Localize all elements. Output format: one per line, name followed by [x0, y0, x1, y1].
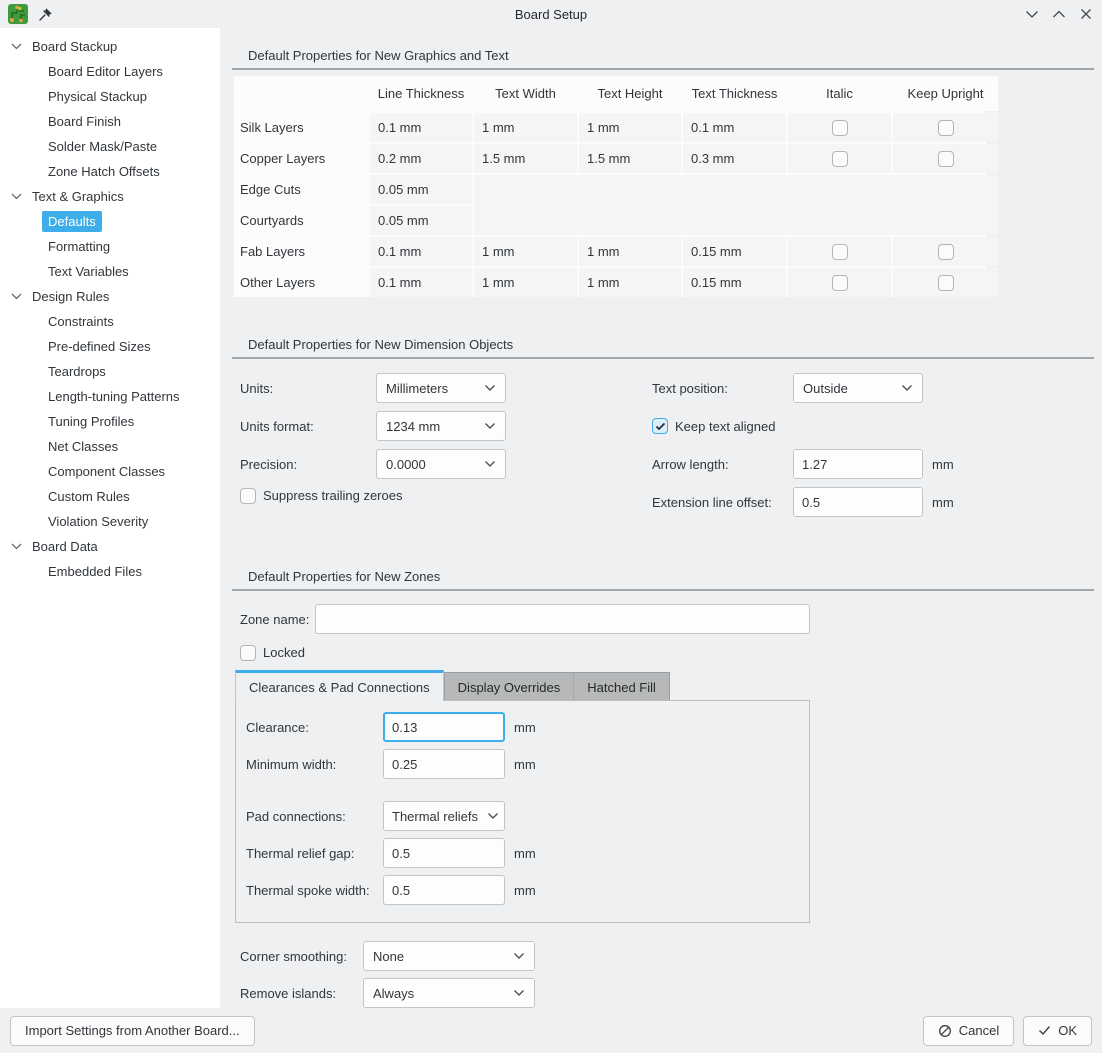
chevron-down-icon	[484, 384, 496, 392]
sidebar-item-defaults[interactable]: Defaults	[0, 209, 220, 234]
row-label-copper-layers: Copper Layers	[234, 144, 368, 173]
table-cell[interactable]: 0.05 mm	[370, 206, 472, 235]
sidebar-item-component-classes[interactable]: Component Classes	[48, 464, 166, 479]
italic-checkbox[interactable]	[832, 120, 848, 136]
minimum-width-label: Minimum width:	[246, 756, 337, 772]
chevron-down-icon[interactable]	[8, 193, 24, 200]
zone-name-input[interactable]	[315, 604, 810, 634]
chevron-down-icon	[513, 989, 525, 997]
graphics-defaults-table	[234, 76, 986, 297]
table-cell[interactable]: 1.5 mm	[474, 144, 577, 173]
section-title-dimensions: Default Properties for New Dimension Objects	[248, 337, 514, 352]
table-cell[interactable]: 0.1 mm	[370, 113, 472, 142]
extension-line-offset-input[interactable]	[793, 487, 923, 517]
table-cell[interactable]: 0.15 mm	[683, 268, 786, 297]
precision-dropdown[interactable]: 0.0000	[376, 449, 506, 479]
table-cell	[893, 268, 998, 297]
suppress-trailing-zeroes-checkbox[interactable]	[240, 488, 256, 504]
close-icon[interactable]	[1078, 6, 1094, 22]
sidebar-item-zone-hatch-offsets[interactable]: Zone Hatch Offsets	[48, 164, 160, 179]
sidebar-item-length-tuning-patterns[interactable]: Length-tuning Patterns	[48, 389, 180, 404]
check-icon	[1038, 1025, 1051, 1036]
extension-line-offset-label: Extension line offset:	[652, 494, 772, 510]
table-cell[interactable]: 0.1 mm	[370, 237, 472, 266]
chevron-down-icon[interactable]	[8, 543, 24, 550]
table-cell	[788, 237, 891, 266]
table-cell	[788, 113, 891, 142]
corner-smoothing-dropdown[interactable]: None	[363, 941, 535, 971]
table-cell[interactable]: 0.05 mm	[370, 175, 472, 204]
zone-name-label: Zone name:	[240, 611, 310, 627]
table-cell[interactable]: 1 mm	[579, 113, 681, 142]
sidebar-item-design-rules[interactable]: Design Rules	[0, 284, 220, 309]
sidebar-item-solder-mask-paste[interactable]: Solder Mask/Paste	[48, 139, 158, 154]
thermal-relief-gap-label: Thermal relief gap:	[246, 845, 355, 861]
window-title: Board Setup	[514, 6, 588, 22]
table-cell	[788, 144, 891, 173]
units-dropdown[interactable]: Millimeters	[376, 373, 506, 403]
table-header-italic: Italic	[788, 76, 891, 111]
precision-label: Precision:	[240, 456, 298, 472]
chevron-down-icon	[484, 460, 496, 468]
minimize-icon[interactable]	[1024, 6, 1040, 22]
zone-tabs	[235, 670, 1094, 701]
arrow-length-label: Arrow length:	[652, 456, 729, 472]
table-cell[interactable]: 0.1 mm	[370, 268, 472, 297]
text-position-dropdown[interactable]: Outside	[793, 373, 923, 403]
sidebar-item-board-data[interactable]: Board Data	[0, 534, 220, 559]
chevron-down-icon	[513, 952, 525, 960]
italic-checkbox[interactable]	[832, 244, 848, 260]
table-cell[interactable]: 1 mm	[474, 268, 577, 297]
table-cell	[893, 144, 998, 173]
sidebar-item-board-editor-layers[interactable]: Board Editor Layers	[48, 64, 163, 79]
table-header-text-height: Text Height	[579, 76, 681, 111]
unit-suffix: mm	[514, 882, 536, 898]
italic-checkbox[interactable]	[832, 275, 848, 291]
table-cell[interactable]: 0.1 mm	[683, 113, 786, 142]
pad-connections-label: Pad connections:	[246, 808, 346, 824]
thermal-spoke-width-label: Thermal spoke width:	[246, 882, 370, 898]
table-cell[interactable]: 1 mm	[579, 268, 681, 297]
keep-upright-checkbox[interactable]	[938, 244, 954, 260]
minimum-width-input[interactable]	[383, 749, 505, 779]
table-cell	[893, 113, 998, 142]
table-cell	[893, 237, 998, 266]
settings-tree	[0, 28, 220, 1008]
section-title-graphics: Default Properties for New Graphics and Text	[248, 48, 509, 63]
section-rule	[232, 68, 1094, 70]
table-cell[interactable]: 1 mm	[474, 113, 577, 142]
unit-suffix: mm	[514, 756, 536, 772]
sidebar-item-text-variables[interactable]: Text Variables	[48, 264, 129, 279]
cancel-button[interactable]: Cancel	[923, 1016, 1014, 1046]
table-cell[interactable]: 0.3 mm	[683, 144, 786, 173]
units-label: Units:	[240, 380, 274, 396]
pin-icon[interactable]	[38, 7, 53, 22]
sidebar-item-text-graphics[interactable]: Text & Graphics	[0, 184, 220, 209]
row-label-other-layers: Other Layers	[234, 268, 368, 297]
chevron-down-icon[interactable]	[8, 293, 24, 300]
sidebar-item-net-classes[interactable]: Net Classes	[48, 439, 119, 454]
unit-suffix: mm	[514, 719, 536, 735]
chevron-down-icon	[484, 422, 496, 430]
sidebar-item-custom-rules[interactable]: Custom Rules	[48, 489, 130, 504]
corner-smoothing-label: Corner smoothing:	[240, 948, 347, 964]
sidebar-item-board-finish[interactable]: Board Finish	[48, 114, 121, 129]
remove-islands-dropdown[interactable]: Always	[363, 978, 535, 1008]
sidebar-item-teardrops[interactable]: Teardrops	[48, 364, 106, 379]
clearance-input[interactable]	[383, 712, 505, 742]
clearance-label: Clearance:	[246, 719, 309, 735]
table-cell	[788, 268, 891, 297]
sidebar-item-board-stackup[interactable]: Board Stackup	[0, 34, 220, 59]
table-cell[interactable]: 0.2 mm	[370, 144, 472, 173]
keep-upright-checkbox[interactable]	[938, 275, 954, 291]
chevron-down-icon	[901, 384, 913, 392]
sidebar-item-physical-stackup[interactable]: Physical Stackup	[48, 89, 147, 104]
units-format-dropdown[interactable]: 1234 mm	[376, 411, 506, 441]
sidebar-item-violation-severity[interactable]: Violation Severity	[48, 514, 149, 529]
table-header-line-thickness: Line Thickness	[370, 76, 472, 111]
text-position-label: Text position:	[652, 380, 728, 396]
titlebar[interactable]	[0, 0, 1102, 28]
sidebar-item-tuning-profiles[interactable]: Tuning Profiles	[48, 414, 135, 429]
table-cell[interactable]: 1.5 mm	[579, 144, 681, 173]
table-cell[interactable]: 0.15 mm	[683, 237, 786, 266]
dialog-footer	[0, 1008, 1102, 1053]
section-title-zones: Default Properties for New Zones	[248, 569, 441, 584]
sidebar-item-embedded-files[interactable]: Embedded Files	[48, 564, 142, 579]
locked-checkbox[interactable]	[240, 645, 256, 661]
defaults-page	[220, 28, 1102, 1008]
unit-suffix: mm	[932, 494, 954, 510]
unit-suffix: mm	[932, 456, 954, 472]
suppress-trailing-zeroes-label: Suppress trailing zeroes	[263, 488, 403, 503]
keep-text-aligned-label: Keep text aligned	[675, 418, 776, 434]
arrow-length-input[interactable]	[793, 449, 923, 479]
app-icon	[8, 4, 28, 24]
units-format-label: Units format:	[240, 418, 314, 434]
table-cell[interactable]: 1 mm	[579, 237, 681, 266]
tab-hatched-fill[interactable]: Hatched Fill	[573, 673, 669, 701]
thermal-relief-gap-input[interactable]	[383, 838, 505, 868]
keep-upright-checkbox[interactable]	[938, 151, 954, 167]
keep-text-aligned-checkbox[interactable]	[652, 418, 668, 434]
sidebar-item-pre-defined-sizes[interactable]: Pre-defined Sizes	[48, 339, 151, 354]
sidebar-item-constraints[interactable]: Constraints	[48, 314, 114, 329]
ok-button[interactable]: OK	[1023, 1016, 1092, 1046]
row-label-silk-layers: Silk Layers	[234, 113, 368, 142]
tab-display-overrides[interactable]: Display Overrides	[457, 679, 561, 695]
pad-connections-dropdown[interactable]: Thermal reliefs	[383, 801, 505, 831]
table-header-empty	[234, 76, 368, 111]
row-label-edge-cuts: Edge Cuts	[234, 175, 368, 204]
remove-islands-label: Remove islands:	[240, 985, 337, 1001]
table-header-text-thickness: Text Thickness	[683, 76, 786, 111]
unit-suffix: mm	[514, 845, 536, 861]
row-label-fab-layers: Fab Layers	[234, 237, 368, 266]
import-settings-button[interactable]: Import Settings from Another Board...	[10, 1016, 255, 1046]
italic-checkbox[interactable]	[832, 151, 848, 167]
section-rule	[232, 357, 1094, 359]
row-label-courtyards: Courtyards	[234, 206, 368, 235]
table-header-text-width: Text Width	[474, 76, 577, 111]
sidebar-item-formatting[interactable]: Formatting	[48, 239, 111, 254]
table-disabled-region	[474, 175, 998, 235]
chevron-down-icon	[487, 812, 499, 820]
section-rule	[232, 589, 1094, 591]
keep-upright-checkbox[interactable]	[938, 120, 954, 136]
tab-clearances-pad-connections[interactable]: Clearances & Pad Connections	[235, 670, 444, 701]
cancel-icon	[938, 1024, 952, 1038]
clearances-panel	[235, 700, 810, 923]
table-cell[interactable]: 1 mm	[474, 237, 577, 266]
maximize-icon[interactable]	[1051, 6, 1067, 22]
thermal-spoke-width-input[interactable]	[383, 875, 505, 905]
locked-label: Locked	[263, 645, 305, 660]
table-header-keep-upright: Keep Upright	[893, 76, 998, 111]
chevron-down-icon[interactable]	[8, 43, 24, 50]
